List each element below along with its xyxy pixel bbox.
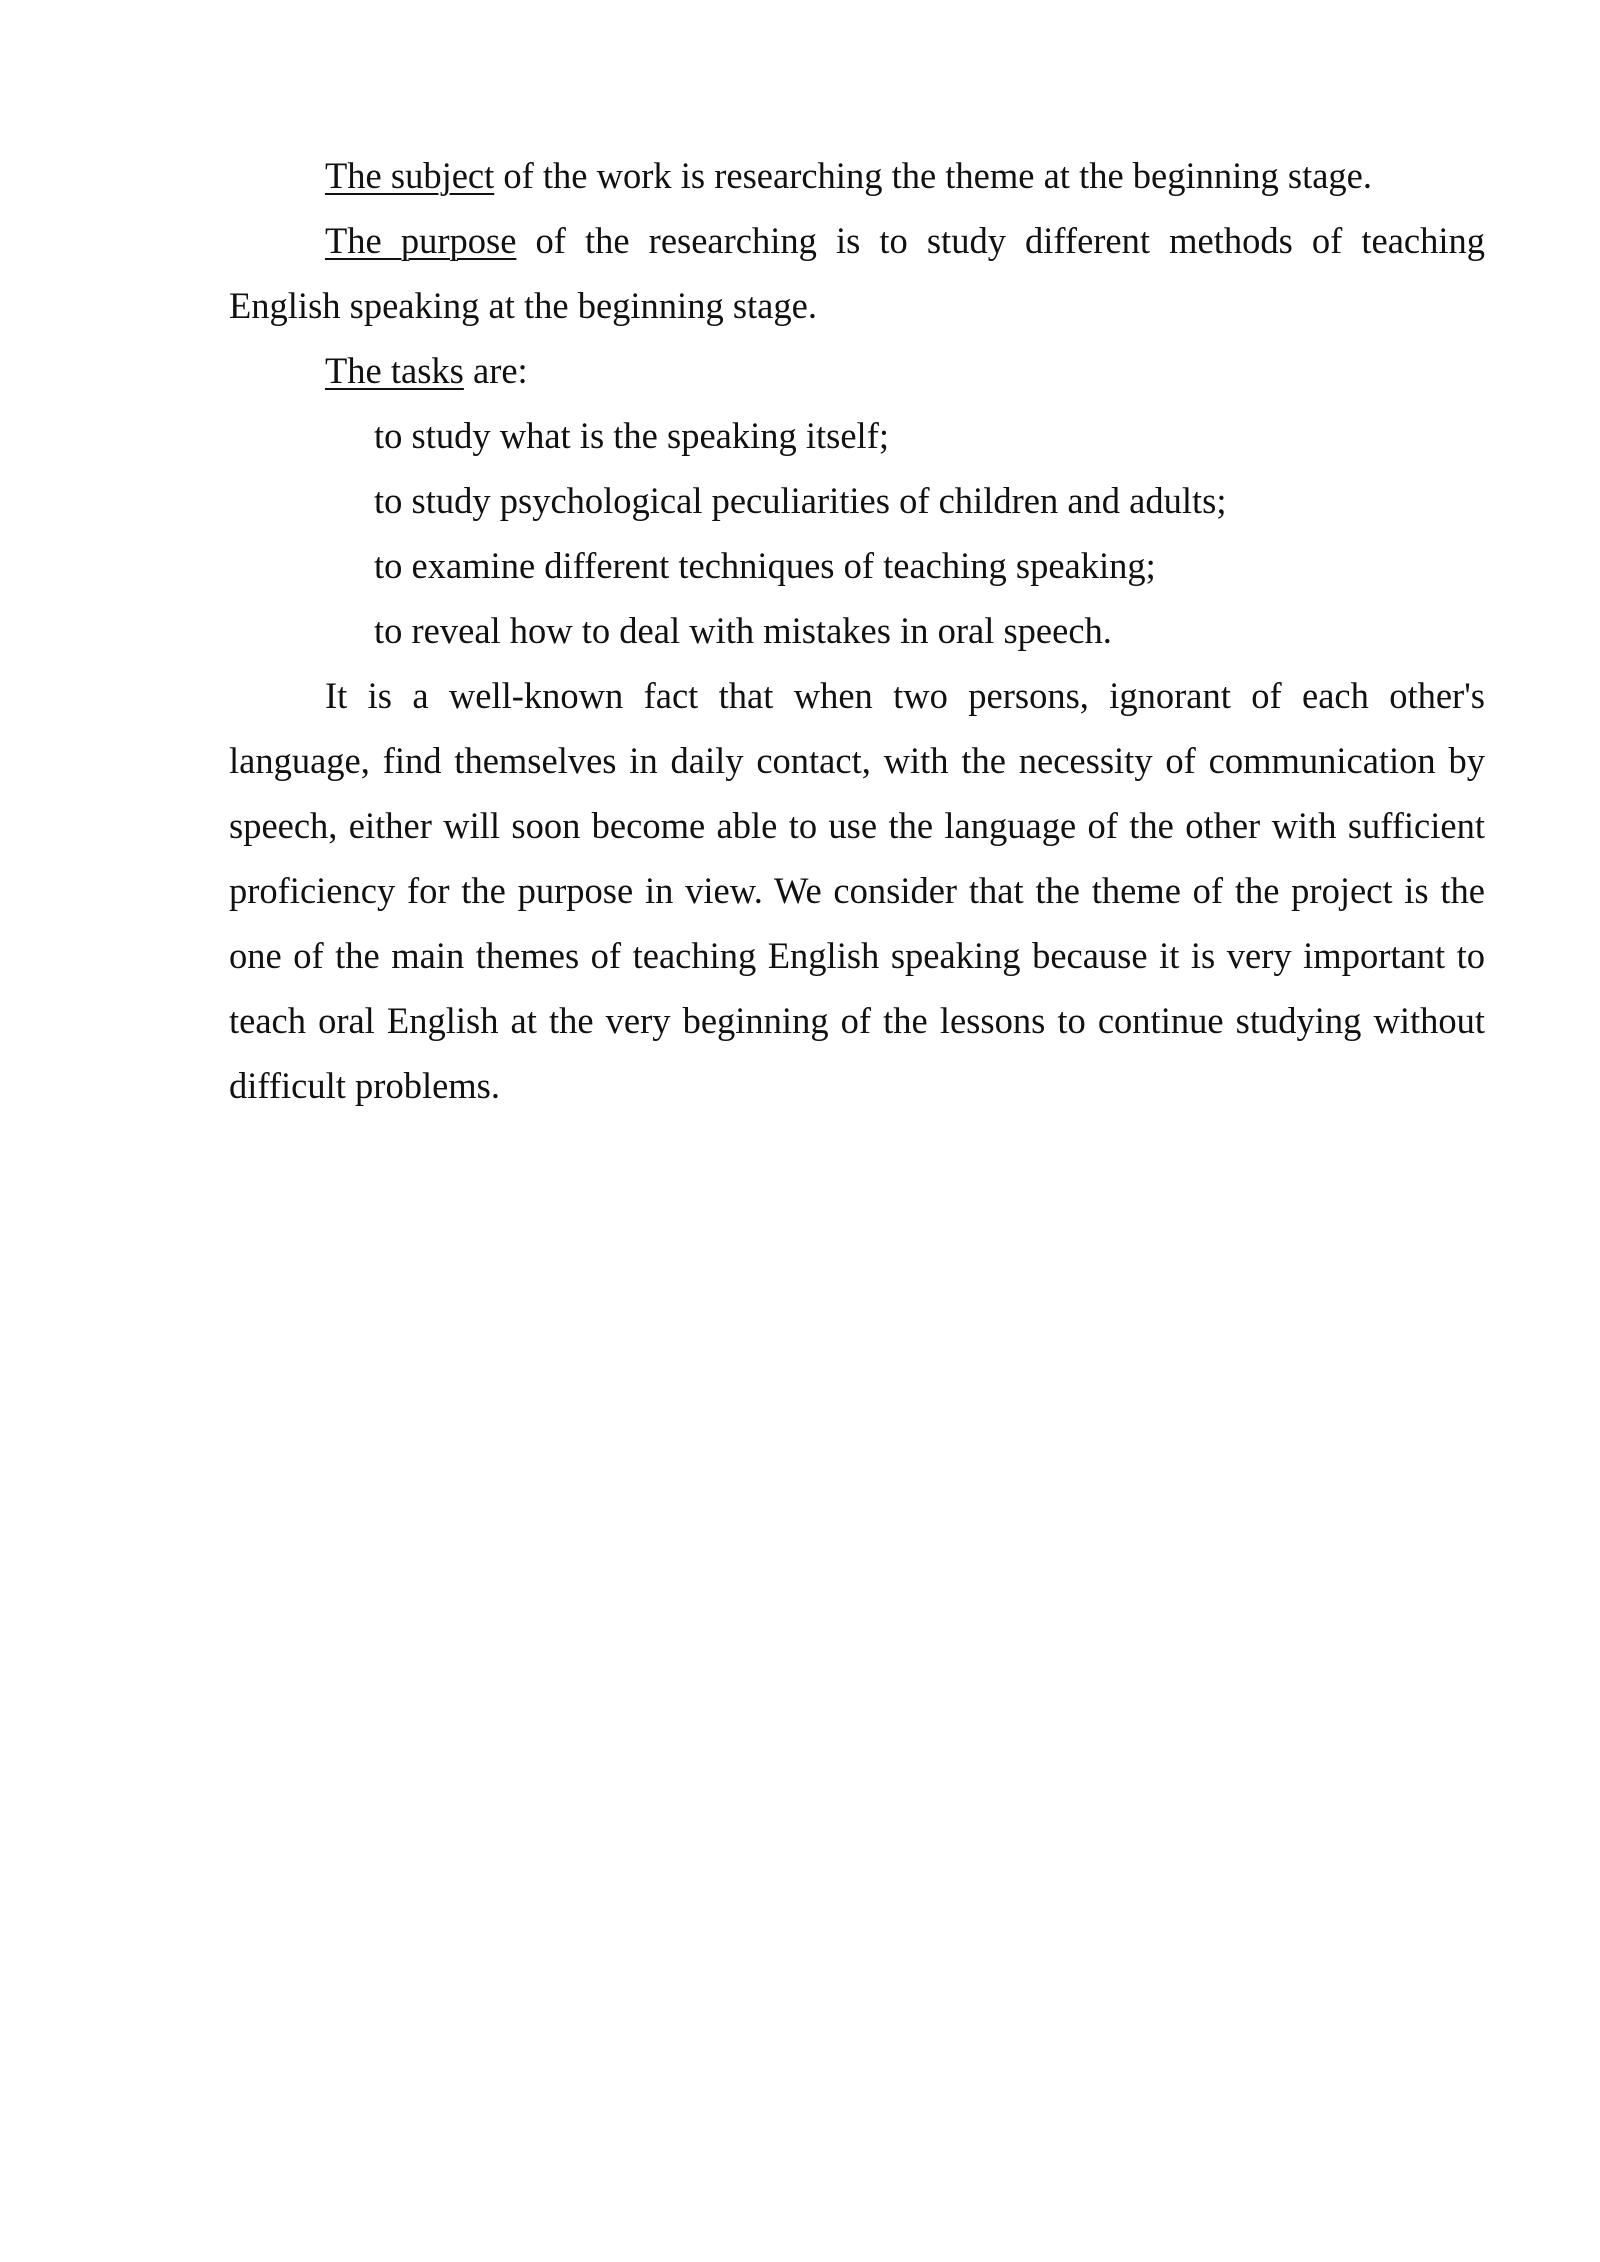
task-item: to study psychological peculiarities of children and adults; [374,480,1227,521]
subject-text: of the work is researching the theme at the beginning stage. [494,155,1373,196]
purpose-paragraph [229,208,1485,338]
body-paragraph: It is a well-known fact that when two persons, ignorant of each other's language, find themselves in daily contact, with the necessity of communication by speech, either will soon become able to use the language of the other with sufficient proficiency for the purpose in view. We consider that the theme of the project is the one of the main themes of teaching English speaking because it is very important to teach oral English at the very beginning of the lessons to continue studying without difficult problems. [229,675,1485,1106]
subject-paragraph [229,143,1485,208]
task-list [229,403,1485,663]
tasks-heading: The tasks [325,350,464,391]
subject-heading: The subject [325,155,495,196]
purpose-text: of the researching is to study different methods of teaching English speaking at the beginning stage. [229,220,1486,326]
page-content [229,143,1485,1118]
task-item: to examine different techniques of teaching speaking; [374,545,1156,586]
tasks-paragraph [229,338,1485,403]
tasks-text: are: [463,350,528,391]
task-item: to study what is the speaking itself; [374,415,889,456]
purpose-heading: The purpose [325,220,517,261]
task-item: to reveal how to deal with mistakes in oral speech. [374,610,1112,651]
